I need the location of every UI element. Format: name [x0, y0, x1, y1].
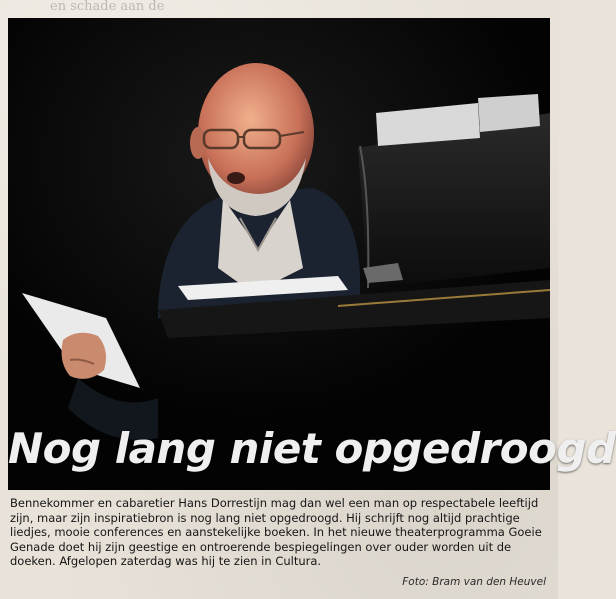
article-body [10, 496, 548, 569]
article-photo [8, 18, 616, 490]
performer-illustration [8, 18, 616, 490]
article-line: liedjes, mooie conferences en aanstekelijke boeken. In het nieuwe theaterprogramma Goeie [10, 525, 542, 540]
photo-credit: Foto: Bram van den Heuvel [402, 576, 546, 588]
article-line: doeken. Afgelopen zaterdag was hij te zien in Cultura. [10, 554, 322, 569]
headline: Nog lang niet opgedroogd [8, 424, 616, 473]
hand [62, 333, 106, 379]
article-line: zijn, maar zijn inspiratiebron is nog lang niet opgedroogd. Hij schrijft nog altijd prachtige [10, 510, 520, 525]
bleed-through-text: en schade aan de [50, 0, 165, 14]
article-line: Genade doet hij zijn geestige en ontroerende bespiegelingen over ouder worden uit de [10, 539, 512, 554]
article-line: Bennekommer en cabaretier Hans Dorrestijn mag dan wel een man op respectabele leeftijd [10, 496, 539, 510]
